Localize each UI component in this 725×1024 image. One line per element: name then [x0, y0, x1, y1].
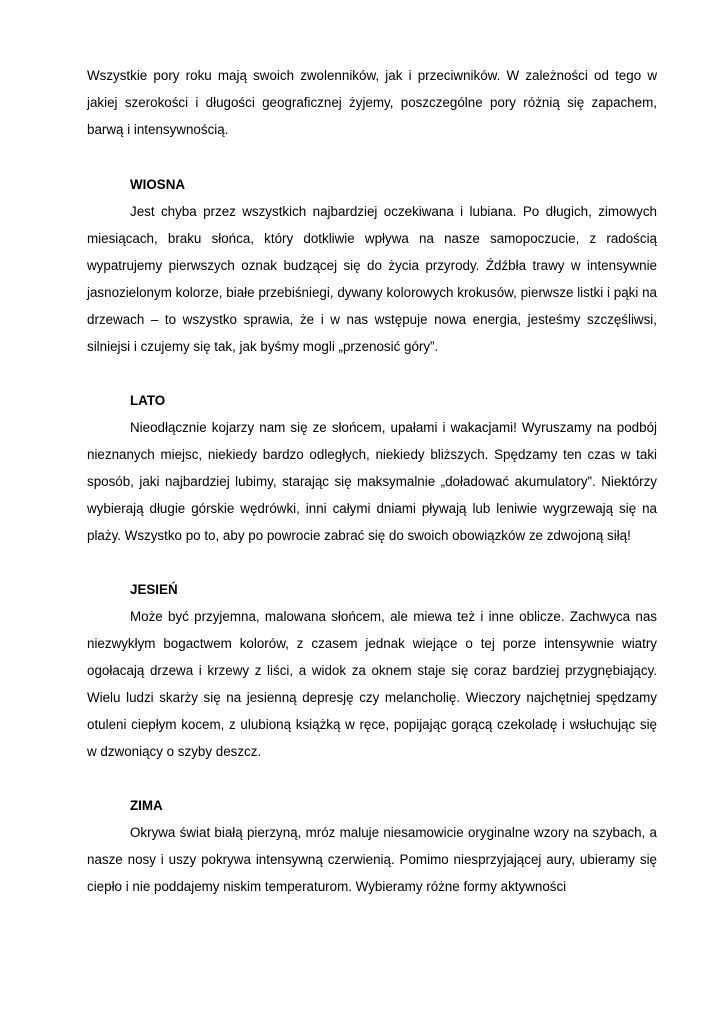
section-heading: WIOSNA	[130, 177, 186, 192]
intro-paragraph: Wszystkie pory roku mają swoich zwolenników, jak i przeciwników. W zależności od tego w jakiej szerokości i długości geograficznej żyjemy, poszczególne pory różnią się zapachem, barwą i intensywnością.	[87, 68, 657, 137]
section-summer	[87, 387, 657, 549]
section-spring	[87, 171, 657, 360]
section-paragraph: Jest chyba przez wszystkich najbardziej oczekiwana i lubiana. Po długich, zimowych miesiącach, braku słońca, który dotkliwie wpływa na nasze samopoczucie, z radością wypatrujemy pierwszych oznak budzącej się do życia przyrody. Źdźbła trawy w intensywnie jasnozielonym kolorze, białe przebiśniegi, dywany kolorowych krokusów, pierwsze listki i pąki na drzewach – to wszystko sprawia, że i w nas wstępuje nowa energia, jesteśmy szczęśliwsi, silniejsi i czujemy się tak, jak byśmy mogli „przenosić góry”.	[87, 204, 657, 354]
section-paragraph: Nieodłącznie kojarzy nam się ze słońcem, upałami i wakacjami! Wyruszamy na podbój nieznanych miejsc, niekiedy bardzo odległych, niekiedy bliższych. Spędzamy ten czas w taki sposób, jaki najbardziej lubimy, starając się maksymalnie „doładować akumulatory”. Niektórzy wybierają długie górskie wędrówki, inni całymi dniami pływają lub leniwie wygrzewają się na plaży. Wszystko po to, aby po powrocie zabrać się do swoich obowiązków ze zdwojoną siłą!	[87, 420, 657, 543]
section-heading: LATO	[130, 393, 166, 408]
section-paragraph: Okrywa świat białą pierzyną, mróz maluje niesamowicie oryginalne wzory na szybach, a nasze nosy i uszy pokrywa intensywną czerwienią. Pomimo niesprzyjającej aury, ubieramy się ciepło i nie poddajemy niskim temperaturom. Wybieramy różne formy aktywności	[87, 825, 657, 894]
section-autumn	[87, 576, 657, 765]
section-paragraph: Może być przyjemna, malowana słońcem, ale miewa też i inne oblicze. Zachwyca nas niezwykłym bogactwem kolorów, z czasem jednak wiejące o tej porze intensywnie wiatry ogołacają drzewa i krzewy z liści, a widok za oknem staje się coraz bardziej przygnębiający. Wielu ludzi skarży się na jesienną depresję czy melancholię. Wieczory najchętniej spędzamy otuleni ciepłym kocem, z ulubioną książką w ręce, popijając gorącą czekoladę i wsłuchując się w dzwoniący o szyby deszcz.	[87, 609, 657, 759]
section-heading: ZIMA	[130, 798, 163, 813]
document-page	[87, 62, 657, 900]
section-heading: JESIEŃ	[130, 582, 178, 597]
section-winter	[87, 792, 657, 900]
